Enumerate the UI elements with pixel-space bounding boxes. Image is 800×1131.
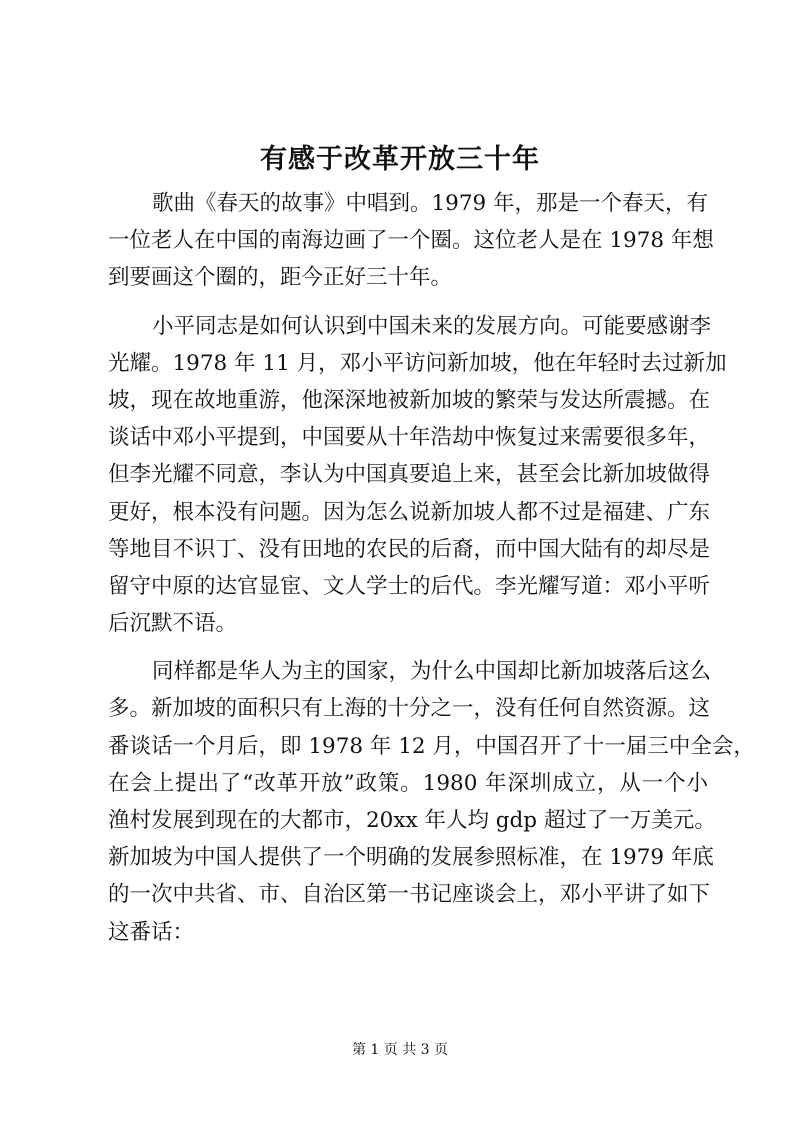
paragraph-line: 留守中原的达官显宦、文人学士的后代。李光耀写道：邓小平听 bbox=[108, 573, 711, 599]
document-title: 有感于改革开放三十年 bbox=[260, 144, 540, 175]
paragraph-line: 一位老人在中国的南海边画了一个圈。这位老人是在 1978 年想 bbox=[108, 228, 714, 254]
page-footer: 第 1 页 共 3 页 bbox=[351, 1042, 449, 1058]
paragraph-line: 等地目不识丁、没有田地的农民的后裔，而中国大陆有的却尽是 bbox=[108, 536, 711, 562]
paragraph-3 bbox=[108, 653, 755, 951]
paragraph-line: 这番话： bbox=[108, 919, 195, 945]
paragraph-line: 光耀。1978 年 11 月，邓小平访问新加坡，他在年轻时去过新加 bbox=[108, 350, 727, 376]
paragraph-line: 但李光耀不同意，李认为中国真要追上来，甚至会比新加坡做得 bbox=[108, 462, 711, 488]
paragraph-spacer bbox=[108, 642, 708, 653]
paragraph-spacer bbox=[108, 297, 708, 308]
paragraph-line: 到要画这个圈的，距今正好三十年。 bbox=[108, 265, 453, 291]
paragraph-line: 同样都是华人为主的国家，为什么中国却比新加坡落后这么 bbox=[152, 659, 712, 685]
paragraph-line: 新加坡为中国人提供了一个明确的发展参照标准，在 1979 年底 bbox=[108, 845, 714, 871]
paragraph-line: 番谈话一个月后，即 1978 年 12 月，中国召开了十一届三中全会， bbox=[108, 733, 755, 759]
paragraph-line: 在会上提出了“改革开放”政策。1980 年深圳成立，从一个小 bbox=[108, 770, 708, 796]
paragraph-line: 坡，现在故地重游，他深深地被新加坡的繁荣与发达所震撼。在 bbox=[108, 387, 711, 413]
paragraph-line: 更好，根本没有问题。因为怎么说新加坡人都不过是福建、广东 bbox=[108, 499, 711, 525]
paragraph-2 bbox=[108, 308, 727, 643]
document-body bbox=[108, 185, 755, 951]
paragraph-line: 后沉默不语。 bbox=[108, 611, 238, 637]
paragraph-line: 多。新加坡的面积只有上海的十分之一，没有任何自然资源。这 bbox=[108, 696, 711, 722]
paragraph-line: 的一次中共省、市、自治区第一书记座谈会上，邓小平讲了如下 bbox=[108, 882, 711, 908]
paragraph-1 bbox=[108, 185, 714, 297]
paragraph-line: 渔村发展到现在的大都市，20xx 年人均 gdp 超过了一万美元。 bbox=[108, 808, 716, 833]
paragraph-line: 歌曲《春天的故事》中唱到。1979 年，那是一个春天，有 bbox=[152, 191, 709, 216]
paragraph-line: 小平同志是如何认识到中国未来的发展方向。可能要感谢李 bbox=[152, 313, 712, 339]
paragraph-line: 谈话中邓小平提到，中国要从十年浩劫中恢复过来需要很多年， bbox=[108, 425, 711, 451]
